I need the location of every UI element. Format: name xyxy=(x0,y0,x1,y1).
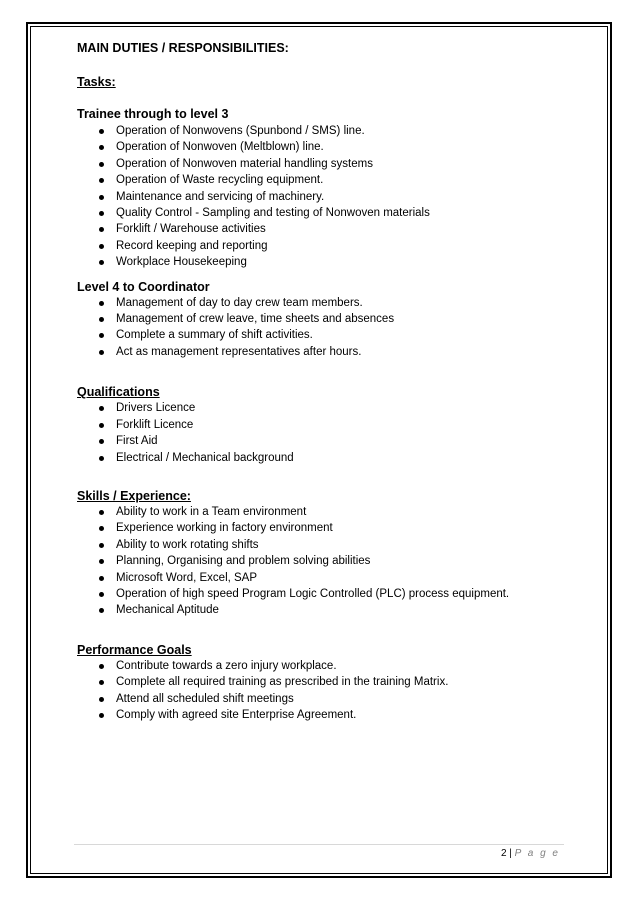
page-label: P a g e xyxy=(514,848,560,859)
skills-heading: Skills / Experience: xyxy=(77,488,191,503)
list-item: Comply with agreed site Enterprise Agreement. xyxy=(77,707,577,723)
list-item: Operation of Waste recycling equipment. xyxy=(77,172,577,188)
list-item: Management of crew leave, time sheets and absences xyxy=(77,311,577,327)
performance-list xyxy=(77,658,577,724)
list-item: Drivers Licence xyxy=(77,400,577,416)
trainee-heading: Trainee through to level 3 xyxy=(77,107,229,121)
list-item: Operation of high speed Program Logic Controlled (PLC) process equipment. xyxy=(77,586,577,602)
footer-divider xyxy=(74,844,564,845)
list-item: Attend all scheduled shift meetings xyxy=(77,691,577,707)
list-item: Workplace Housekeeping xyxy=(77,254,577,270)
level4-heading: Level 4 to Coordinator xyxy=(77,279,210,294)
list-item: Operation of Nonwovens (Spunbond / SMS) line. xyxy=(77,123,577,139)
list-item: Contribute towards a zero injury workplace. xyxy=(77,658,577,674)
list-item: Quality Control - Sampling and testing of Nonwoven materials xyxy=(77,205,577,221)
list-item: Planning, Organising and problem solving abilities xyxy=(77,553,577,569)
list-item: Experience working in factory environment xyxy=(77,520,577,536)
skills-list xyxy=(77,504,577,619)
performance-heading: Performance Goals xyxy=(77,642,192,657)
list-item: Microsoft Word, Excel, SAP xyxy=(77,570,577,586)
list-item: First Aid xyxy=(77,433,577,449)
list-item: Ability to work rotating shifts xyxy=(77,537,577,553)
list-item: Management of day to day crew team members. xyxy=(77,295,577,311)
list-item: Maintenance and servicing of machinery. xyxy=(77,189,577,205)
page-number: 2 xyxy=(500,848,507,859)
list-item: Act as management representatives after hours. xyxy=(77,344,577,360)
list-item: Mechanical Aptitude xyxy=(77,602,577,618)
trainee-list xyxy=(77,123,577,271)
footer-separator: | xyxy=(509,848,512,859)
list-item: Forklift / Warehouse activities xyxy=(77,221,577,237)
list-item: Electrical / Mechanical background xyxy=(77,450,577,466)
level4-list xyxy=(77,295,577,361)
list-item: Record keeping and reporting xyxy=(77,238,577,254)
list-item: Ability to work in a Team environment xyxy=(77,504,577,520)
page-footer xyxy=(501,848,560,859)
document-body xyxy=(77,40,577,723)
list-item: Complete all required training as prescribed in the training Matrix. xyxy=(77,674,577,690)
list-item: Forklift Licence xyxy=(77,417,577,433)
qualifications-list xyxy=(77,400,577,466)
list-item: Operation of Nonwoven (Meltblown) line. xyxy=(77,139,577,155)
tasks-heading: Tasks: xyxy=(77,75,116,89)
qualifications-heading: Qualifications xyxy=(77,385,160,400)
list-item: Complete a summary of shift activities. xyxy=(77,327,577,343)
list-item: Operation of Nonwoven material handling systems xyxy=(77,156,577,172)
main-heading: MAIN DUTIES / RESPONSIBILITIES: xyxy=(77,41,289,55)
